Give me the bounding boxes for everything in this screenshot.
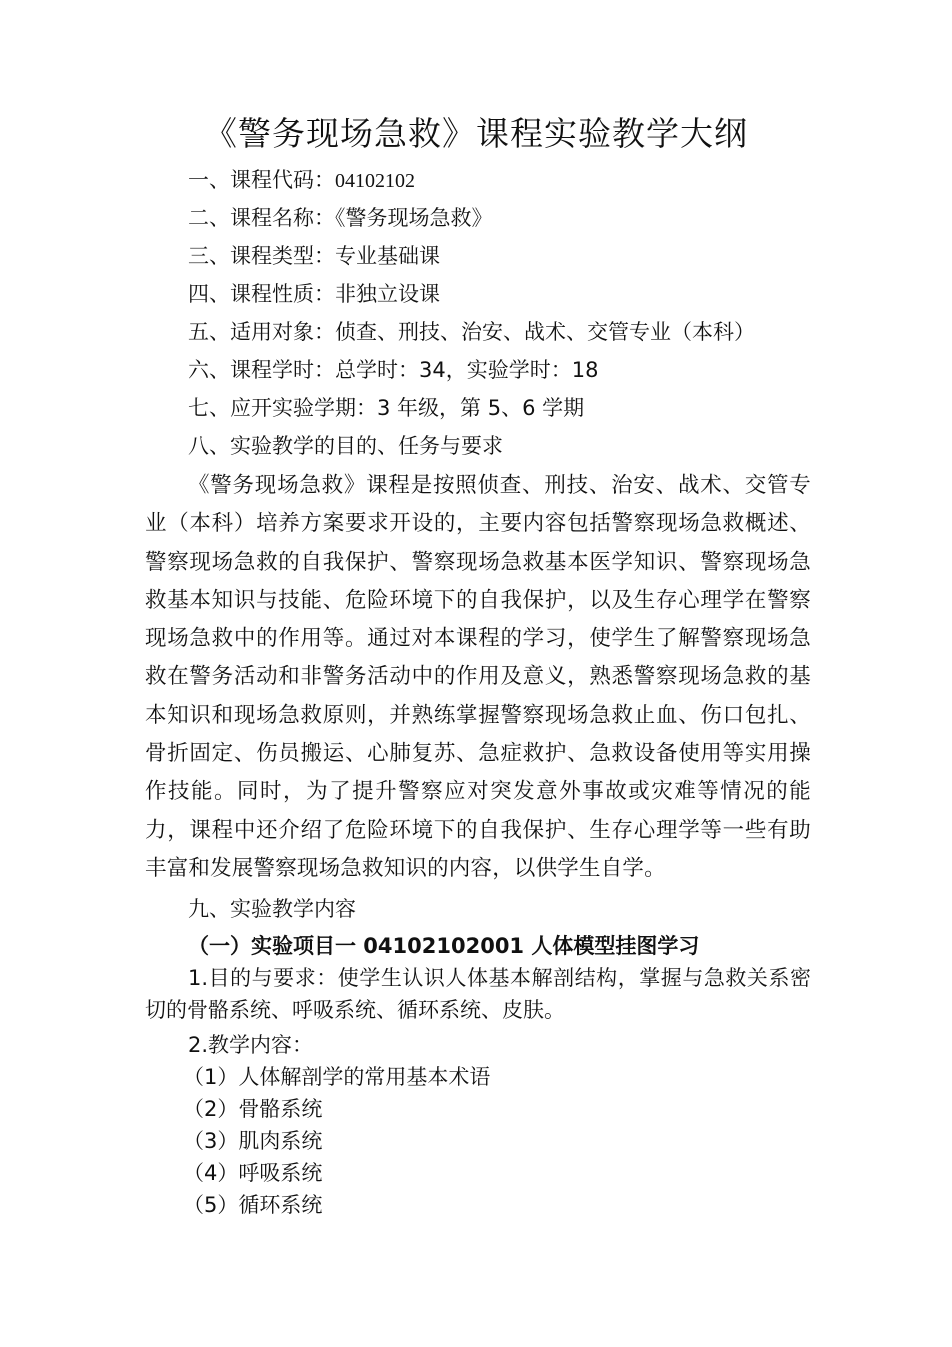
content-item: （5）循环系统 (183, 1193, 323, 1217)
content-item: （2）骨骼系统 (183, 1097, 323, 1121)
info-label: 五、适用对象： (188, 320, 335, 344)
section9-heading: 九、实验教学内容 (188, 897, 356, 921)
project1-purpose: 1.目的与要求：使学生认识人体基本解剖结构，掌握与急救关系密切的骨骼系统、呼吸系统、循环系统、皮肤。 (145, 966, 811, 1022)
info-label: 二、课程名称： (188, 206, 335, 230)
info-course-nature (188, 278, 440, 308)
info-value: 《警务现场急救》 (335, 206, 493, 230)
project1-heading: （一）实验项目一 04102102001 人体模型挂图学习 (188, 934, 700, 958)
info-value: 非独立设课 (335, 282, 440, 306)
project1-content-label: 2.教学内容： (188, 1033, 314, 1057)
content-item: （1）人体解剖学的常用基本术语 (183, 1065, 491, 1089)
info-label: 四、课程性质： (188, 282, 335, 306)
content-item: （3）肌肉系统 (183, 1129, 323, 1153)
info-value: 侦查、刑技、治安、战术、交管专业（本科） (335, 320, 755, 344)
info-course-hours (188, 354, 598, 384)
info-label: 八、实验教学的目的、任务与要求 (188, 434, 503, 458)
info-value: 3 年级，第 5、6 学期 (377, 396, 585, 420)
info-value: 总学时：34，实验学时：18 (335, 358, 599, 382)
section8-heading (188, 430, 503, 460)
info-label: 三、课程类型： (188, 244, 335, 268)
info-label: 一、课程代码： (188, 168, 335, 192)
info-label: 六、课程学时： (188, 358, 335, 382)
info-semester (188, 392, 584, 422)
document-title: 《警务现场急救》课程实验教学大纲 (204, 114, 748, 153)
info-course-code (188, 164, 415, 194)
info-value: 04102102 (335, 170, 415, 192)
info-value: 专业基础课 (335, 244, 440, 268)
info-target-students (188, 316, 755, 346)
info-course-name (188, 202, 493, 232)
content-item: （4）呼吸系统 (183, 1161, 323, 1185)
section8-body: 《警务现场急救》课程是按照侦查、刑技、治安、战术、交管专业（本科）培养方案要求开设的，主要内容包括警察现场急救概述、警察现场急救的自我保护、警察现场急救基本医学知识、警察现场急救基本知识与技能、危险环境下的自我保护，以及生存心理学在警察现场急救中的作用等。通过对本课程的学习，使学生了解警察现场急救在警务活动和非警务活动中的作用及意义，熟悉警察现场急救的基本知识和现场急救原则，并熟练掌握警察现场急救止血、伤口包扎、骨折固定、伤员搬运、心肺复苏、急症救护、急救设备使用等实用操作技能。同时，为了提升警察应对突发意外事故或灾难等情况的能力，课程中还介绍了危险环境下的自我保护、生存心理学等一些有助丰富和发展警察现场急救知识的内容，以供学生自学。 (145, 473, 811, 881)
info-label: 七、应开实验学期： (188, 396, 377, 420)
info-course-type (188, 240, 440, 270)
